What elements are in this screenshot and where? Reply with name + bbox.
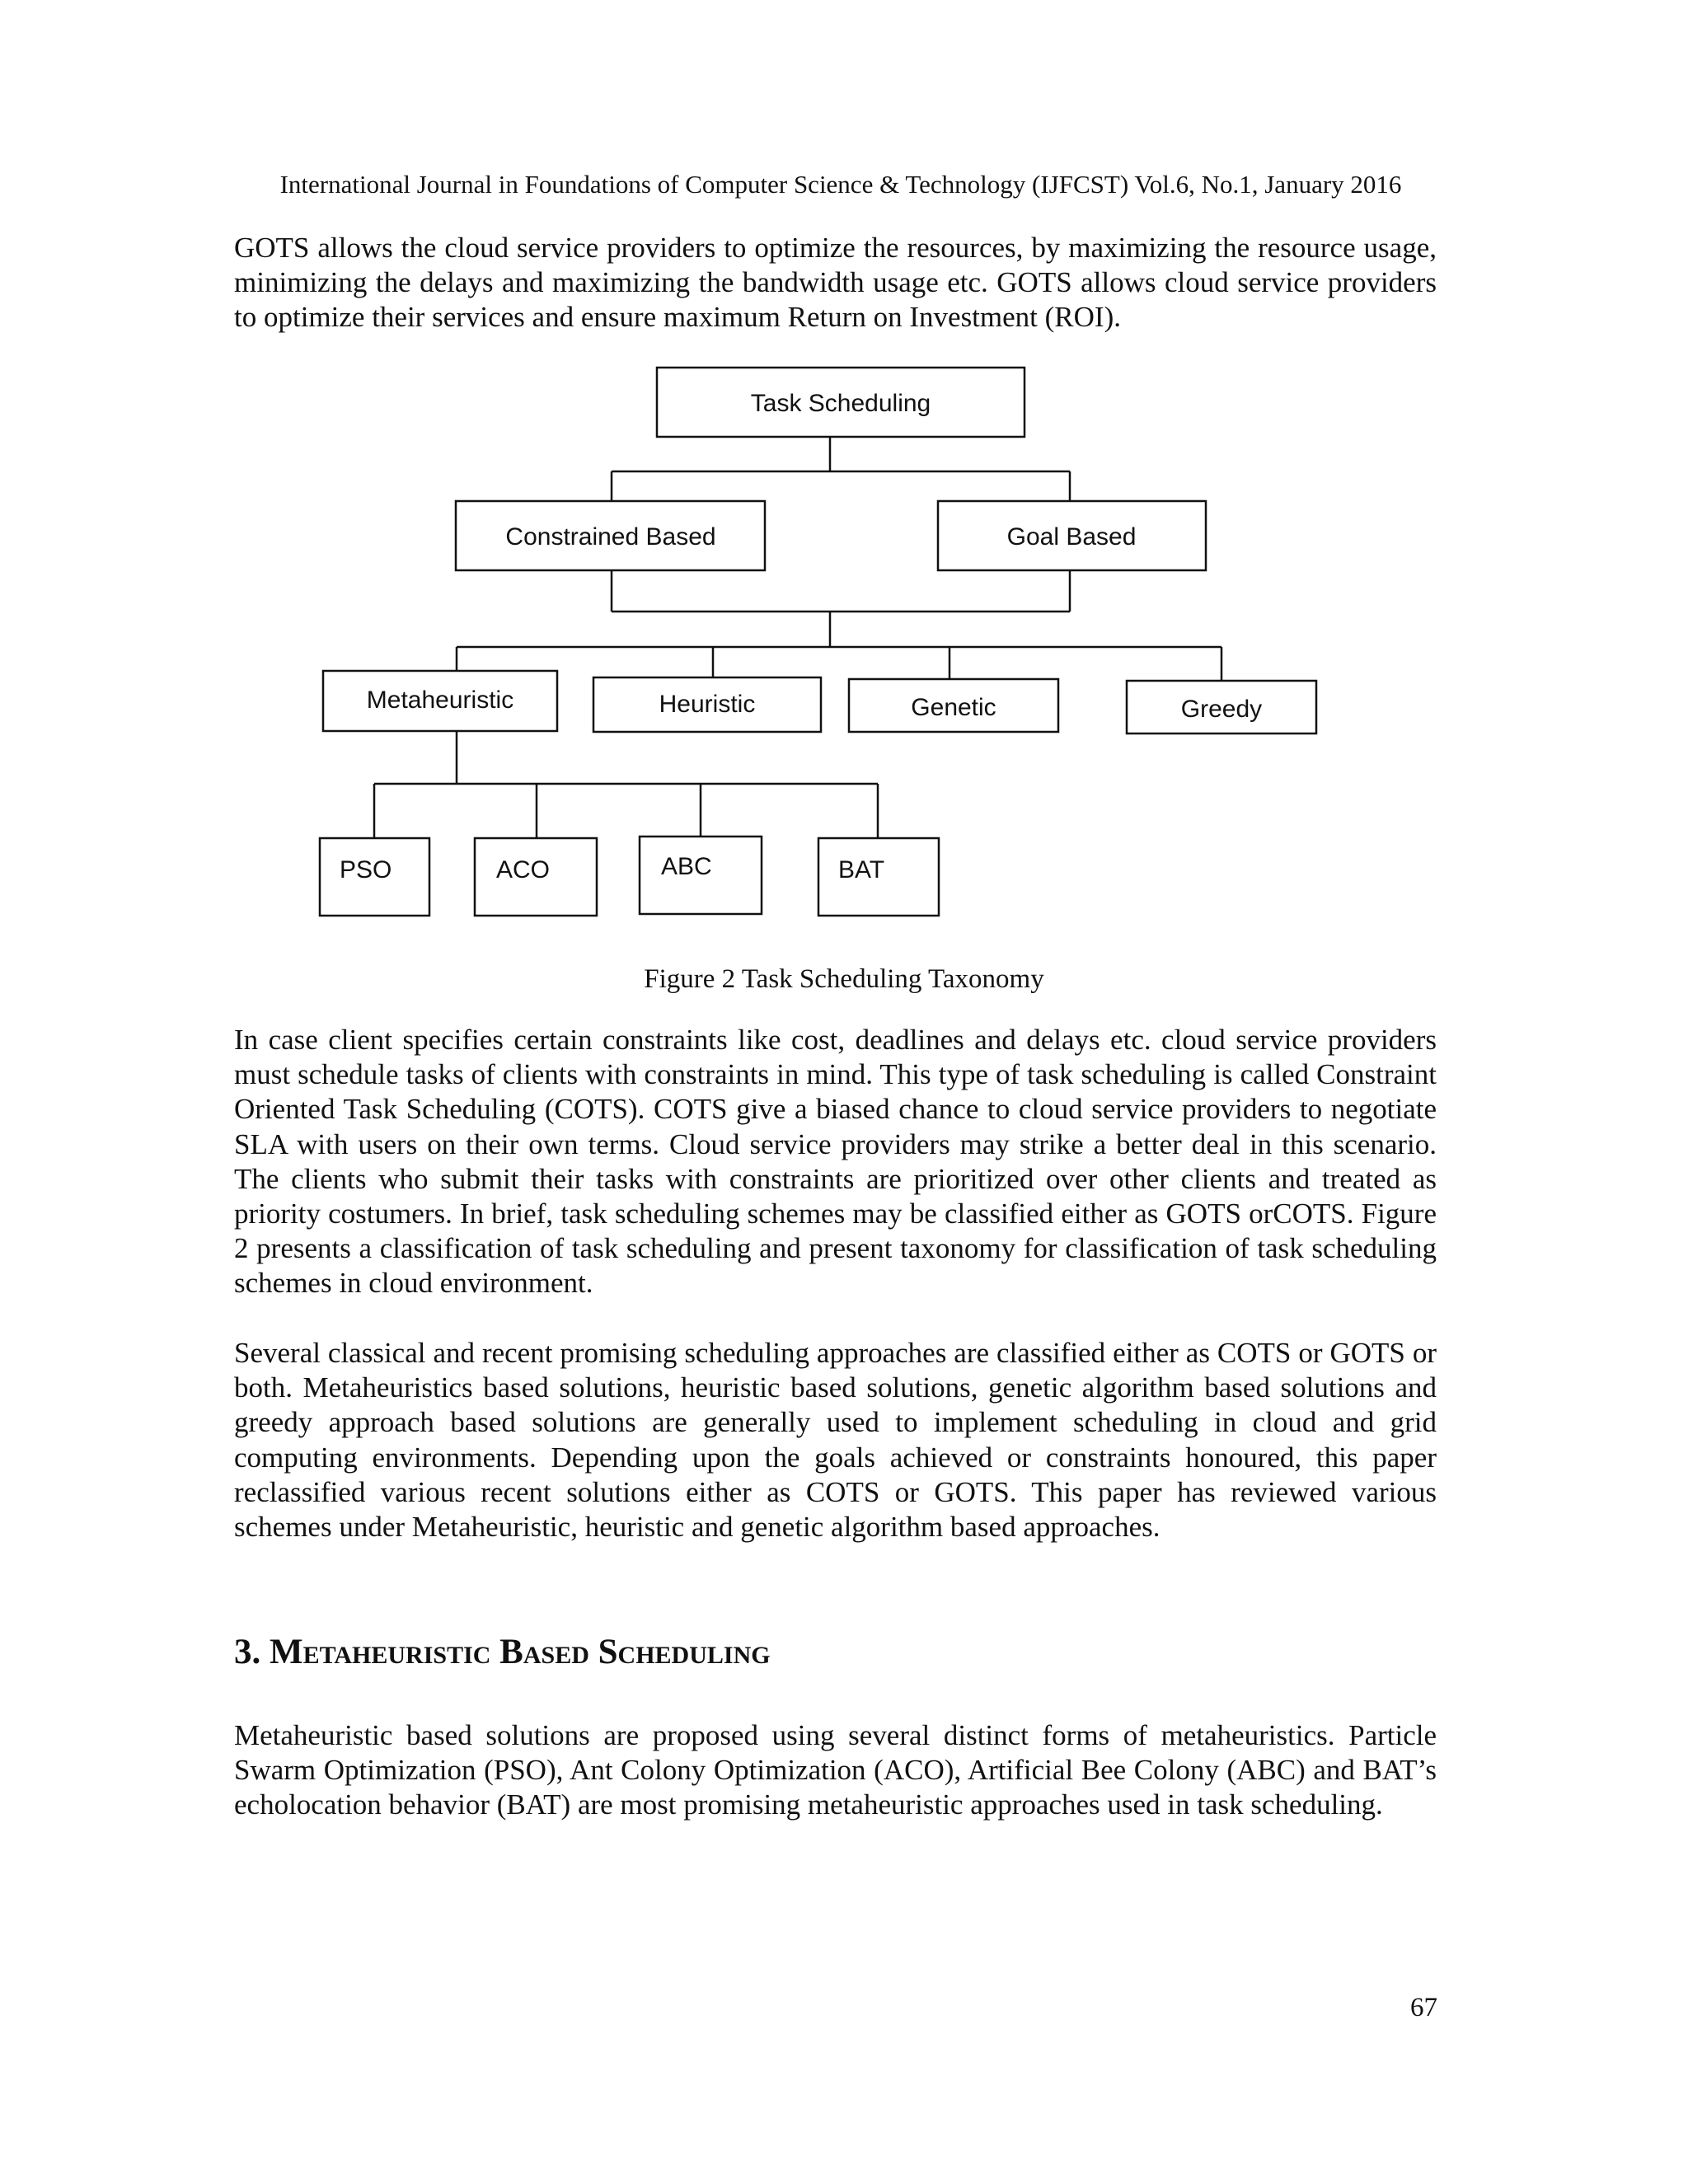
node-metaheuristic-label: Metaheuristic	[366, 686, 514, 714]
figure-caption: Figure 2 Task Scheduling Taxonomy	[644, 964, 1044, 994]
node-aco-label: ACO	[496, 855, 551, 883]
node-genetic-label: Genetic	[911, 693, 996, 721]
task-scheduling-taxonomy-diagram	[0, 0, 1688, 948]
node-heuristic-label: Heuristic	[659, 690, 756, 718]
paragraph-approaches: Several classical and recent promising scheduling approaches are classified either as COTS or GOTS or both. Metaheuristics based solutions, heuristic based solutions, genetic algorithm based solutions and greedy approach based solutions are generally used to implement scheduling in cloud and grid computing environments. Depending upon the goals achieved or constraints honoured, this paper reclassified various recent solutions either as COTS or GOTS. This paper has reviewed various schemes under Metaheuristic, heuristic and genetic algorithm based approaches.	[234, 1337, 1437, 1544]
node-bat-label: BAT	[838, 855, 885, 883]
node-constrained-based-label: Constrained Based	[505, 523, 716, 551]
node-abc-label: ABC	[661, 852, 712, 880]
paragraph-metaheuristic: Metaheuristic based solutions are proposed using several distinct forms of metaheuristics. Particle Swarm Optimization (PSO), Ant Colony Optimization (ACO), Artificial Bee Colony (ABC) and BAT’s echolocation behavior (BAT) are most promising metaheuristic approaches used in task scheduling.	[234, 1719, 1437, 1821]
node-goal-based-label: Goal Based	[1006, 523, 1137, 551]
running-header: International Journal in Foundations of Computer Science & Technology (IJFCST) Vol.6, No.1, January 2016	[279, 170, 1402, 199]
section-heading: 3. Metaheuristic Based Scheduling	[234, 1633, 771, 1671]
page-number: 67	[1410, 1993, 1437, 2022]
paragraph-intro: GOTS allows the cloud service providers to optimize the resources, by maximizing the resource usage, minimizing the delays and maximizing the bandwidth usage etc. GOTS allows cloud service providers to optimize their services and ensure maximum Return on Investment (ROI).	[234, 232, 1437, 334]
diagram-connectors	[374, 437, 1221, 838]
node-greedy-label: Greedy	[1180, 695, 1263, 723]
paragraph-cots: In case client specifies certain constraints like cost, deadlines and delays etc. cloud service providers must schedule tasks of clients with constraints in mind. This type of task scheduling is called Constraint Oriented Task Scheduling (COTS). COTS give a biased chance to cloud service providers to negotiate SLA with users on their own terms. Cloud service providers may strike a better deal in this scenario. The clients who submit their tasks with constraints are prioritized over other clients and treated as priority costumers. In brief, task scheduling schemes may be classified either as GOTS orCOTS. Figure 2 presents a classification of task scheduling and present taxonomy for classification of task scheduling schemes in cloud environment.	[234, 1024, 1437, 1300]
node-pso-label: PSO	[340, 855, 392, 883]
node-task-scheduling-label: Task Scheduling	[750, 389, 931, 417]
